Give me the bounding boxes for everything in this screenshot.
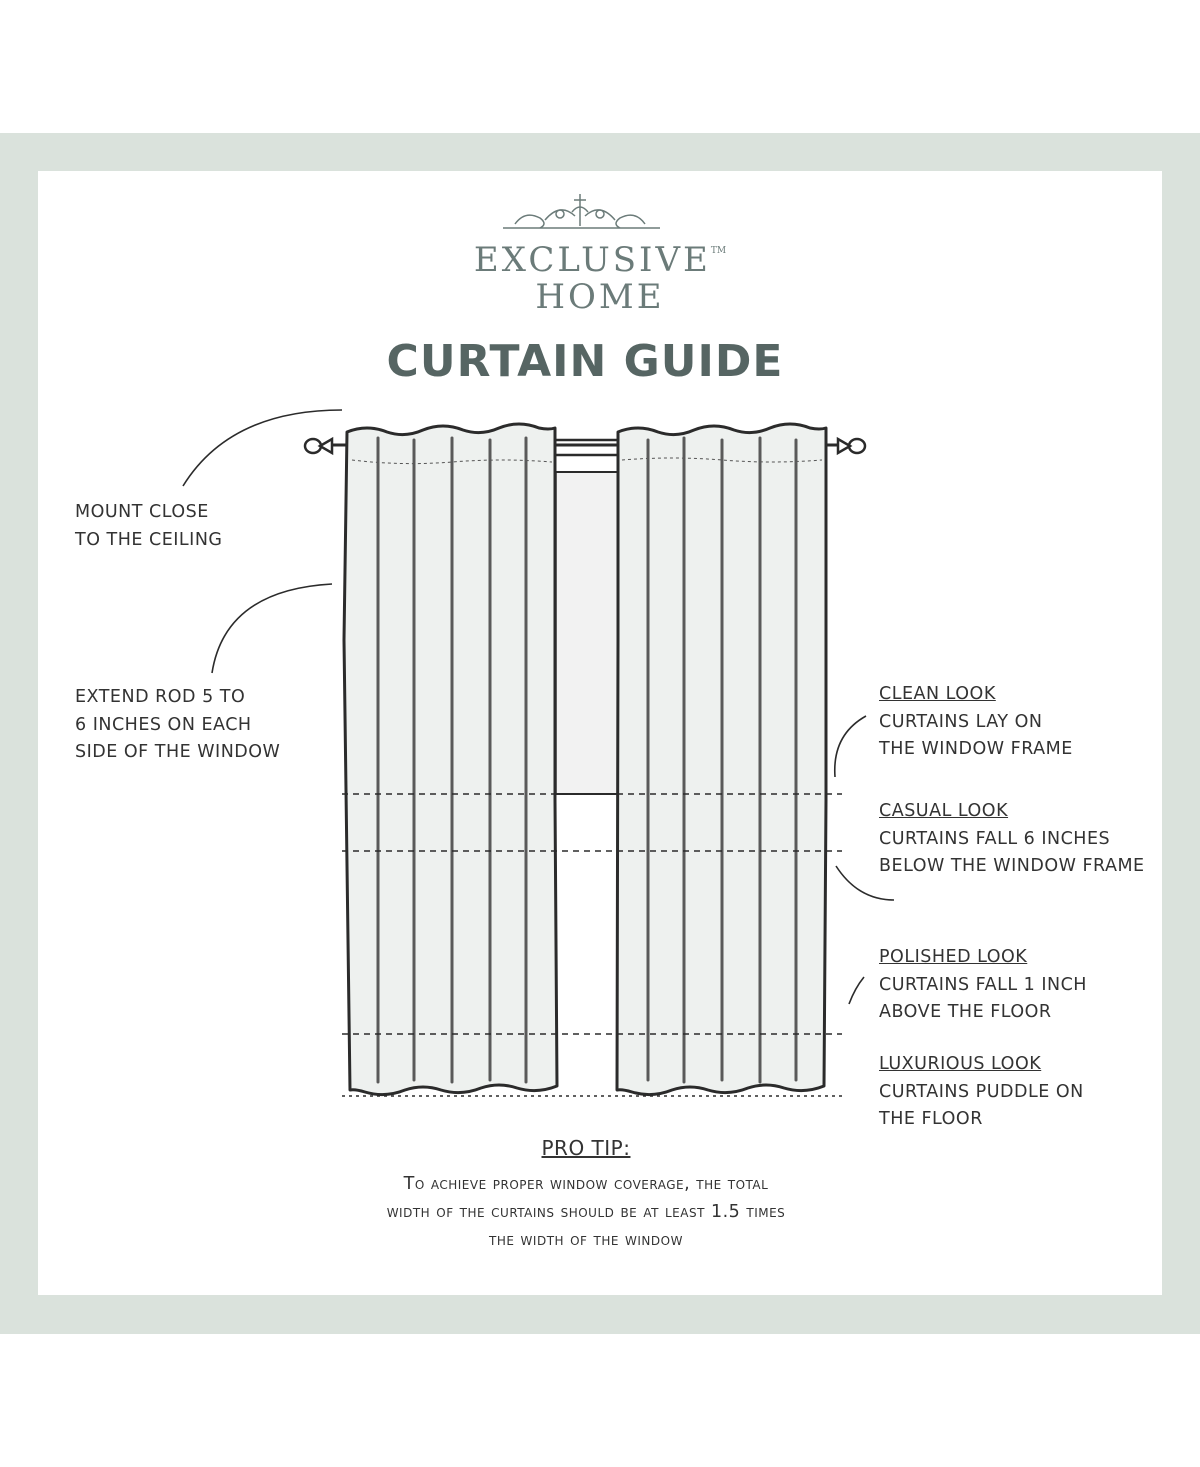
brand-name: EXCLUSIVE™ xyxy=(473,240,727,280)
note-extend-rod: EXTEND ROD 5 TO 6 INCHES ON EACH SIDE OF THE WINDOW xyxy=(75,687,281,762)
note-mount: MOUNT CLOSE TO THE CEILING xyxy=(75,502,223,550)
look-polished: POLISHED LOOK CURTAINS FALL 1 INCH ABOVE THE FLOOR xyxy=(879,947,1087,1022)
look-casual: CASUAL LOOK CURTAINS FALL 6 INCHES BELOW THE WINDOW FRAME xyxy=(879,801,1145,876)
brand-name-line2: HOME xyxy=(535,277,665,317)
curtain-panel-left xyxy=(344,424,557,1095)
pro-tip-heading: PRO TIP: xyxy=(541,1136,631,1160)
curtain-panel-right xyxy=(617,424,826,1095)
look-clean: CLEAN LOOK CURTAINS LAY ON THE WINDOW FRAME xyxy=(879,684,1073,759)
pro-tip-line: width of the curtains should be at least 1.5 times xyxy=(386,1202,786,1222)
trademark-mark: TM xyxy=(710,246,727,256)
look-luxurious: LUXURIOUS LOOK CURTAINS PUDDLE ON THE FLOOR xyxy=(879,1054,1084,1129)
pro-tip-body xyxy=(0,1170,1172,1254)
page-title: CURTAIN GUIDE xyxy=(386,336,784,387)
brand-ornament-icon xyxy=(503,194,660,228)
window-pane xyxy=(556,472,618,794)
pro-tip-line: the width of the window xyxy=(489,1230,683,1250)
pro-tip-line: To achieve proper window coverage, the total xyxy=(403,1174,769,1194)
